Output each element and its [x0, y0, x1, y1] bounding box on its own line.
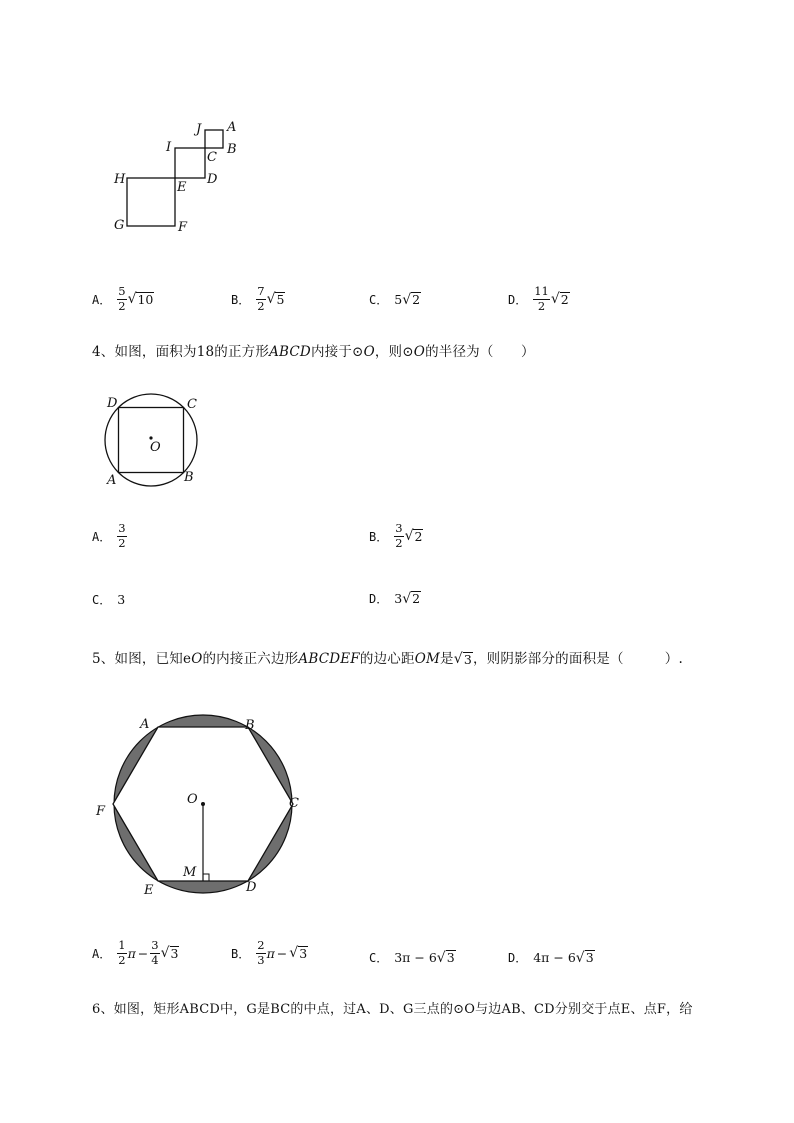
q5-question: 5、如图，已知eO的内接正六边形ABCDEF的边心距OM是 √ 3 ，则阴影部分的面积是（ ）.	[92, 651, 683, 667]
coefficient: 5	[394, 292, 403, 307]
circle-square-figure	[100, 385, 210, 490]
fraction: $\frac{5}{2}$	[118, 284, 126, 313]
label-b: B	[184, 470, 194, 485]
square-iced	[175, 148, 205, 178]
option-letter: B．	[231, 946, 251, 961]
q3-option-c[interactable]	[369, 291, 421, 308]
fraction: $\frac{3}{2}$	[395, 521, 403, 550]
sqrt: √ 10	[127, 291, 154, 307]
hexagon-figure	[90, 708, 315, 903]
label-c: C	[187, 397, 197, 412]
q5-option-a[interactable]	[92, 940, 179, 966]
sqrt: √ 3	[436, 949, 455, 966]
square-jabc	[205, 130, 223, 148]
sqrt: √ 5	[266, 291, 285, 307]
q3-option-d[interactable]	[508, 286, 570, 312]
q5-option-c[interactable]	[369, 949, 456, 966]
option-letter: B．	[231, 292, 251, 307]
expression: 4π − 6	[533, 950, 576, 965]
minus-sign: −	[137, 945, 149, 961]
option-letter: A．	[92, 292, 112, 307]
label-c: C	[289, 796, 299, 811]
sqrt: √ 3	[575, 949, 594, 966]
sqrt: √ 2	[550, 291, 569, 307]
q3-option-b[interactable]	[231, 286, 285, 312]
q5-option-d[interactable]	[508, 949, 595, 966]
coefficient: 3	[394, 591, 403, 606]
option-letter: C．	[92, 593, 112, 607]
label-f: F	[178, 220, 188, 235]
sqrt: √ 2	[404, 528, 423, 544]
sqrt: √ 2	[402, 291, 421, 308]
label-a: A	[107, 473, 117, 488]
label-d: D	[246, 880, 257, 895]
expression: 3π − 6	[394, 950, 437, 965]
option-letter: D．	[369, 592, 389, 606]
label-h: H	[114, 172, 126, 187]
minus-sign: −	[276, 945, 288, 961]
option-letter: B．	[369, 529, 389, 544]
label-m: M	[183, 865, 197, 880]
label-g: G	[114, 218, 125, 233]
fraction: $\frac{2}{3}$	[257, 938, 265, 967]
squares-figure	[100, 115, 270, 240]
pi-symbol: π	[266, 945, 275, 961]
value: 3	[117, 592, 126, 607]
sqrt: √ 3	[160, 945, 179, 961]
q5-option-b[interactable]	[231, 940, 308, 966]
label-f: F	[96, 804, 106, 819]
center-point	[201, 802, 205, 806]
label-c: C	[207, 150, 217, 165]
label-o: O	[187, 792, 198, 807]
fraction: $\frac{3}{2}$	[118, 521, 126, 550]
label-a: A	[227, 120, 237, 135]
label-b: B	[245, 718, 255, 733]
label-a: A	[140, 717, 150, 732]
option-letter: C．	[369, 293, 389, 307]
label-o: O	[150, 440, 161, 455]
sqrt: √ 3	[289, 945, 308, 961]
pi-symbol: π	[127, 945, 136, 961]
label-j: J	[196, 122, 202, 137]
sqrt: √ 3	[453, 651, 472, 667]
q4-option-a[interactable]	[92, 523, 128, 549]
option-letter: D．	[508, 292, 528, 307]
square-hefg	[127, 178, 175, 226]
label-e: E	[177, 180, 187, 195]
label-e: E	[144, 883, 154, 898]
fraction: $\frac{1}{2}$	[118, 938, 126, 967]
q3-option-a[interactable]	[92, 286, 154, 312]
q4-option-b[interactable]	[369, 523, 423, 549]
q4-question: 4、如图，面积为18的正方形ABCD内接于⊙O，则⊙O的半径为（ ）	[92, 344, 535, 360]
label-d: D	[207, 172, 218, 187]
q6-question: 6、如图，矩形ABCD中，G是BC的中点，过A、D、G三点的⊙O与边AB、CD分别交于点E、点F，给	[92, 1002, 693, 1017]
option-letter: C．	[369, 951, 389, 965]
option-letter: A．	[92, 946, 112, 961]
label-d: D	[107, 396, 118, 411]
label-i: I	[166, 140, 172, 155]
fraction: $\frac{11}{2}$	[534, 284, 549, 313]
option-letter: A．	[92, 529, 112, 544]
fraction: $\frac{3}{4}$	[151, 938, 159, 967]
sqrt: √ 2	[402, 590, 421, 607]
label-b: B	[227, 142, 237, 157]
fraction: $\frac{7}{2}$	[257, 284, 265, 313]
q4-option-c[interactable]	[92, 591, 125, 608]
q4-option-d[interactable]	[369, 590, 421, 607]
option-letter: D．	[508, 951, 528, 965]
